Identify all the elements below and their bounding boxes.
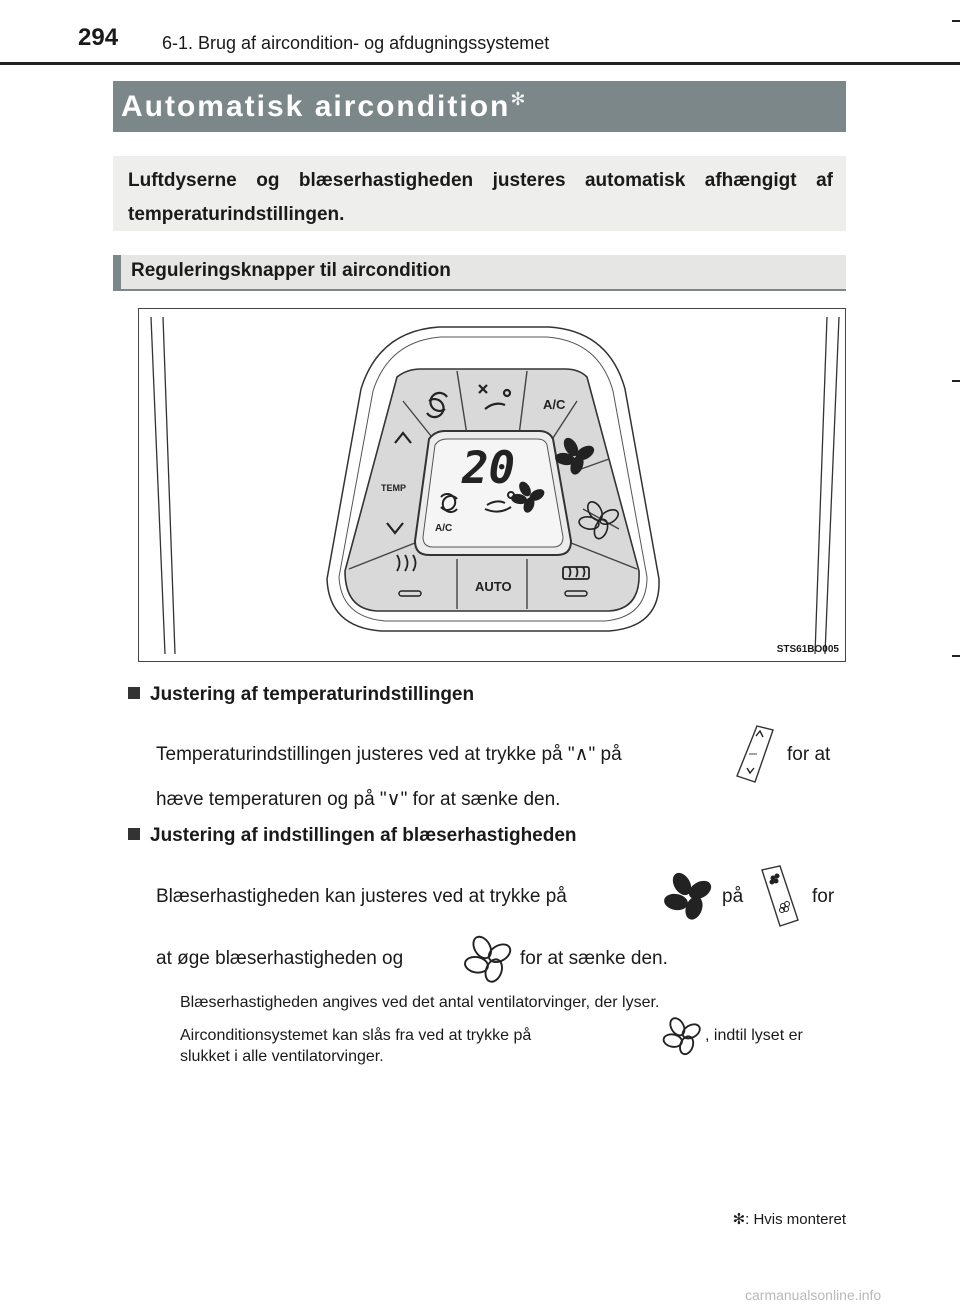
header-rule bbox=[0, 62, 960, 65]
crop-mark bbox=[952, 20, 960, 22]
fan-outline-icon-small bbox=[662, 1016, 702, 1056]
control-panel-illustration bbox=[139, 309, 845, 661]
page-number: 294 bbox=[78, 24, 119, 51]
control-panel-figure bbox=[138, 308, 846, 662]
chapter-title: 6-1. Brug af aircondition- og afdugningssystemet bbox=[162, 33, 550, 53]
fan-note2-line2: slukket i alle ventilatorvinger. bbox=[180, 1048, 384, 1065]
section-heading: Reguleringsknapper til aircondition bbox=[131, 260, 451, 281]
bullet-icon bbox=[128, 687, 140, 699]
page-title: Automatisk aircondition✻ bbox=[121, 89, 528, 123]
ac-button-label: A/C bbox=[543, 397, 566, 412]
temp-button-icon bbox=[733, 722, 777, 786]
fan-text-pa: på bbox=[722, 886, 744, 907]
fan-section-heading: Justering af indstillingen af blæserhastigheden bbox=[128, 825, 577, 847]
intro-box bbox=[113, 156, 846, 231]
fan-outline-icon bbox=[463, 934, 513, 984]
watermark: carmanualsonline.info bbox=[745, 1287, 882, 1303]
display-temperature bbox=[461, 443, 515, 494]
asterisk-icon: ✻ bbox=[510, 89, 528, 109]
temp-text-line1-end: for at bbox=[787, 744, 831, 765]
footnote: ✻: Hvis monteret bbox=[732, 1211, 846, 1228]
display-ac-label: A/C bbox=[435, 523, 453, 534]
temp-text-line1: Temperaturindstillingen justeres ved at trykke på "∧" på bbox=[156, 744, 622, 765]
figure-code: STS61BO005 bbox=[776, 644, 839, 655]
fan-note2-end: , indtil lyset er bbox=[705, 1027, 803, 1044]
fan-text-line1: Blæserhastigheden kan justeres ved at trykke på bbox=[156, 886, 567, 907]
fan-note1: Blæserhastigheden angives ved det antal ventilatorvinger, der lyser. bbox=[180, 994, 660, 1011]
temp-text-line2: hæve temperaturen og på "∨" for at sænke den. bbox=[156, 789, 561, 810]
title-bar bbox=[113, 81, 846, 132]
temp-section-heading: Justering af temperaturindstillingen bbox=[128, 684, 474, 706]
fan-filled-icon bbox=[662, 870, 714, 922]
section-heading-bar bbox=[113, 255, 846, 291]
fan-text-line2: at øge blæserhastigheden og bbox=[156, 948, 404, 969]
auto-button-label: AUTO bbox=[475, 579, 512, 594]
crop-mark bbox=[952, 380, 960, 382]
fan-text-line2-end: for at sænke den. bbox=[520, 948, 668, 969]
temp-label: TEMP bbox=[381, 483, 407, 493]
intro-text: Luftdyserne og blæserhastigheden justeres automatisk afhængigt af temperaturindstillingen. bbox=[128, 170, 833, 225]
fan-note2: Airconditionsystemet kan slås fra ved at trykke på bbox=[180, 1027, 532, 1044]
bullet-icon bbox=[128, 828, 140, 840]
temperature-digits: 20 bbox=[462, 443, 515, 494]
crop-mark bbox=[952, 655, 960, 657]
fan-button-icon bbox=[758, 864, 802, 928]
fan-text-for: for bbox=[812, 886, 835, 907]
